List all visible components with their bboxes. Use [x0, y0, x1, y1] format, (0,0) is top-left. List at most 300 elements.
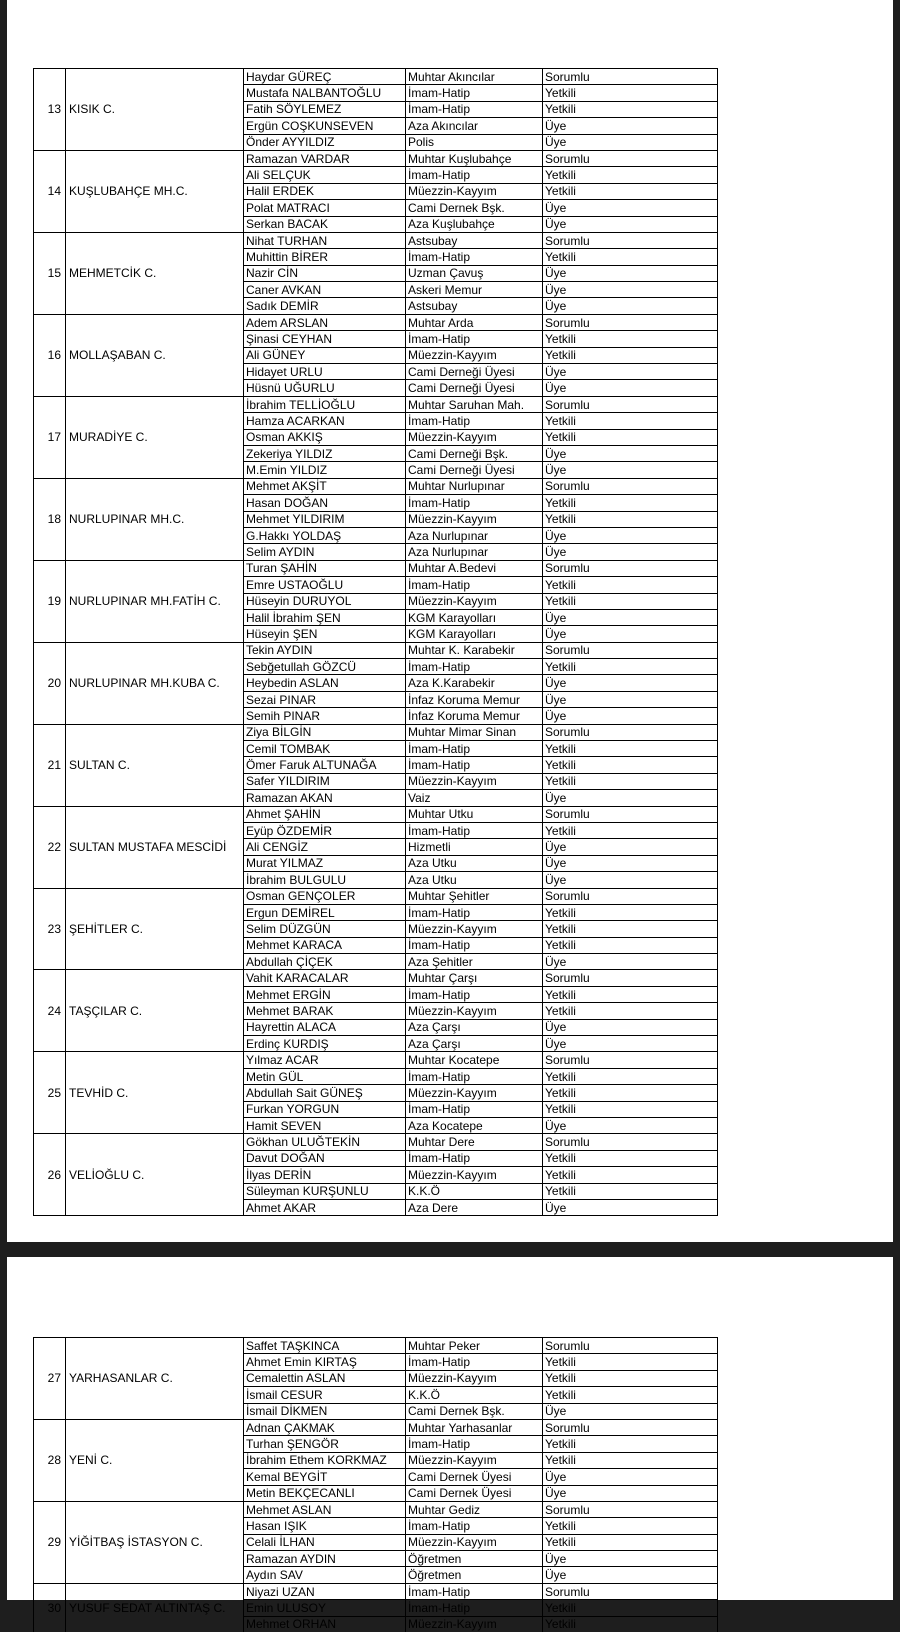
member-role: Yetkili [543, 495, 718, 511]
member-row [34, 478, 718, 494]
mosque-name-cell [66, 642, 244, 658]
member-role: Üye [543, 364, 718, 380]
member-row [34, 544, 718, 560]
member-role: Üye [543, 954, 718, 970]
mosque-name-cell [66, 954, 244, 970]
mosque-name-cell: KISIK C. [66, 101, 244, 117]
member-role: Sorumlu [543, 888, 718, 904]
member-role: Yetkili [543, 413, 718, 429]
member-row [34, 249, 718, 265]
member-role: Sorumlu [543, 1501, 718, 1517]
member-title: K.K.Ö [406, 1387, 543, 1403]
mosque-name-cell [66, 904, 244, 920]
member-row [34, 1583, 718, 1599]
member-role: Sorumlu [543, 1052, 718, 1068]
member-row [34, 429, 718, 445]
group-number-cell [34, 1583, 66, 1599]
group-number-cell [34, 85, 66, 101]
member-name: Niyazi UZAN [244, 1583, 406, 1599]
group-number-cell [34, 855, 66, 871]
member-title: Müezzin-Kayyım [406, 1370, 543, 1386]
mosque-name-cell [66, 462, 244, 478]
member-row [34, 298, 718, 314]
group-number-cell [34, 1403, 66, 1419]
member-role: Sorumlu [543, 69, 718, 85]
member-row [34, 1183, 718, 1199]
mosque-name-cell [66, 1183, 244, 1199]
member-role: Yetkili [543, 986, 718, 1002]
member-row [34, 167, 718, 183]
member-name: Abdullah Sait GÜNEŞ [244, 1085, 406, 1101]
member-role: Üye [543, 1469, 718, 1485]
member-row [34, 200, 718, 216]
member-row [34, 1436, 718, 1452]
group-number-cell: 23 [34, 921, 66, 937]
member-title: İmam-Hatip [406, 495, 543, 511]
member-name: Sebğetullah GÖZCÜ [244, 659, 406, 675]
member-name: İsmail CESUR [244, 1387, 406, 1403]
group-number-cell [34, 1387, 66, 1403]
member-title: Aza Şehitler [406, 954, 543, 970]
member-role: Üye [543, 708, 718, 724]
member-title: İmam-Hatip [406, 1600, 543, 1616]
mosque-name-cell: SULTAN MUSTAFA MESCİDİ [66, 839, 244, 855]
member-title: İmam-Hatip [406, 1101, 543, 1117]
group-number-cell [34, 134, 66, 150]
member-name: Selim AYDIN [244, 544, 406, 560]
member-name: İbrahim TELLİOĞLU [244, 396, 406, 412]
member-row [34, 1501, 718, 1517]
mosque-name-cell: YUSUF SEDAT ALTINTAŞ C. [66, 1600, 244, 1616]
group-number-cell: 24 [34, 1003, 66, 1019]
group-number-cell: 21 [34, 757, 66, 773]
member-name: Hamza ACARKAN [244, 413, 406, 429]
member-row [34, 101, 718, 117]
member-name: Heybedin ASLAN [244, 675, 406, 691]
member-name: Haydar GÜREÇ [244, 69, 406, 85]
member-row [34, 85, 718, 101]
mosque-name-cell: YARHASANLAR C. [66, 1370, 244, 1386]
member-role: Yetkili [543, 741, 718, 757]
member-name: Mehmet ERGİN [244, 986, 406, 1002]
mosque-name-cell [66, 1068, 244, 1084]
member-title: İmam-Hatip [406, 577, 543, 593]
mosque-name-cell [66, 1354, 244, 1370]
group-number-cell [34, 462, 66, 478]
mosque-name-cell [66, 1199, 244, 1215]
member-role: Sorumlu [543, 478, 718, 494]
member-row [34, 232, 718, 248]
group-number-cell [34, 1052, 66, 1068]
member-title: Aza Akıncılar [406, 118, 543, 134]
member-role: Yetkili [543, 904, 718, 920]
member-role: Yetkili [543, 1068, 718, 1084]
mosque-name-cell: TEVHİD C. [66, 1085, 244, 1101]
member-row [34, 265, 718, 281]
group-number-cell: 19 [34, 593, 66, 609]
member-name: Sadık DEMİR [244, 298, 406, 314]
member-name: Mehmet AKŞİT [244, 478, 406, 494]
member-role: Yetkili [543, 1600, 718, 1616]
member-title: Muhtar Saruhan Mah. [406, 396, 543, 412]
member-name: Muhittin BİRER [244, 249, 406, 265]
mosque-name-cell [66, 216, 244, 232]
member-name: Kemal BEYGİT [244, 1469, 406, 1485]
member-name: Emre USTAOĞLU [244, 577, 406, 593]
member-row [34, 1199, 718, 1215]
member-name: Osman GENÇOLER [244, 888, 406, 904]
mosque-name-cell [66, 118, 244, 134]
member-role: Yetkili [543, 101, 718, 117]
member-title: Aza K.Karabekir [406, 675, 543, 691]
member-role: Üye [543, 1485, 718, 1501]
member-role: Yetkili [543, 1085, 718, 1101]
member-row [34, 1534, 718, 1550]
member-name: Mehmet YILDIRIM [244, 511, 406, 527]
member-role: Yetkili [543, 1370, 718, 1386]
member-name: Ömer Faruk ALTUNAĞA [244, 757, 406, 773]
member-row [34, 282, 718, 298]
member-role: Yetkili [543, 1616, 718, 1632]
member-name: Davut DOĞAN [244, 1150, 406, 1166]
mosque-name-cell [66, 282, 244, 298]
mosque-name-cell [66, 150, 244, 166]
member-title: Müezzin-Kayyım [406, 1003, 543, 1019]
member-row [34, 183, 718, 199]
member-title: Aza Utku [406, 855, 543, 871]
group-number-cell [34, 741, 66, 757]
member-row [34, 69, 718, 85]
member-title: Polis [406, 134, 543, 150]
mosque-name-cell [66, 1101, 244, 1117]
member-row [34, 560, 718, 576]
group-number-cell [34, 1101, 66, 1117]
member-row [34, 134, 718, 150]
group-number-cell: 30 [34, 1600, 66, 1616]
member-title: Muhtar Arda [406, 314, 543, 330]
member-role: Yetkili [543, 249, 718, 265]
member-role: Yetkili [543, 1101, 718, 1117]
group-number-cell [34, 314, 66, 330]
member-name: Metin GÜL [244, 1068, 406, 1084]
member-title: K.K.Ö [406, 1183, 543, 1199]
member-name: Halil İbrahim ŞEN [244, 609, 406, 625]
group-number-cell [34, 527, 66, 543]
mosque-name-cell [66, 790, 244, 806]
group-number-cell [34, 1036, 66, 1052]
member-name: Vahit KARACALAR [244, 970, 406, 986]
member-name: Ergün COŞKUNSEVEN [244, 118, 406, 134]
member-role: Üye [543, 380, 718, 396]
group-number-cell [34, 150, 66, 166]
mosque-name-cell [66, 544, 244, 560]
member-name: Mehmet ASLAN [244, 1501, 406, 1517]
mosque-name-cell [66, 396, 244, 412]
member-name: Hüsnü UĞURLU [244, 380, 406, 396]
member-name: Mustafa NALBANTOĞLU [244, 85, 406, 101]
member-name: Abdullah ÇİÇEK [244, 954, 406, 970]
group-number-cell [34, 986, 66, 1002]
member-title: Öğretmen [406, 1567, 543, 1583]
member-title: Cami Derneği Üyesi [406, 364, 543, 380]
mosque-name-cell [66, 331, 244, 347]
mosque-name-cell [66, 1583, 244, 1599]
member-title: Müezzin-Kayyım [406, 1085, 543, 1101]
member-role: Üye [543, 527, 718, 543]
member-name: Ahmet AKAR [244, 1199, 406, 1215]
member-row [34, 216, 718, 232]
member-name: Hasan IŞIK [244, 1518, 406, 1534]
mosque-name-cell [66, 560, 244, 576]
member-role: Üye [543, 134, 718, 150]
group-number-cell: 17 [34, 429, 66, 445]
mosque-name-cell [66, 970, 244, 986]
member-title: Cami Dernek Üyesi [406, 1469, 543, 1485]
member-title: Aza Nurlupınar [406, 544, 543, 560]
member-title: Müezzin-Kayyım [406, 183, 543, 199]
member-row [34, 314, 718, 330]
group-number-cell [34, 937, 66, 953]
group-number-cell [34, 888, 66, 904]
mosque-name-cell [66, 134, 244, 150]
member-name: Polat MATRACI [244, 200, 406, 216]
member-role: Sorumlu [543, 314, 718, 330]
member-row [34, 724, 718, 740]
member-role: Üye [543, 200, 718, 216]
member-role: Yetkili [543, 1167, 718, 1183]
member-role: Sorumlu [543, 1419, 718, 1435]
member-title: Aza Kuşlubahçe [406, 216, 543, 232]
member-row [34, 609, 718, 625]
mosque-name-cell [66, 1134, 244, 1150]
member-row [34, 577, 718, 593]
group-number-cell [34, 1134, 66, 1150]
member-row [34, 1101, 718, 1117]
member-title: Cami Derneği Üyesi [406, 462, 543, 478]
member-role: Yetkili [543, 659, 718, 675]
member-name: Ramazan AKAN [244, 790, 406, 806]
group-number-cell [34, 1150, 66, 1166]
member-role: Üye [543, 675, 718, 691]
member-title: Müezzin-Kayyım [406, 921, 543, 937]
group-number-cell [34, 1518, 66, 1534]
member-title: İmam-Hatip [406, 413, 543, 429]
member-role: Sorumlu [543, 396, 718, 412]
member-row [34, 413, 718, 429]
mosque-name-cell [66, 724, 244, 740]
member-role: Yetkili [543, 1003, 718, 1019]
member-name: G.Hakkı YOLDAŞ [244, 527, 406, 543]
group-number-cell [34, 331, 66, 347]
group-number-cell [34, 495, 66, 511]
mosque-name-cell [66, 85, 244, 101]
member-role: Yetkili [543, 347, 718, 363]
mosque-name-cell [66, 249, 244, 265]
group-number-cell [34, 659, 66, 675]
member-row [34, 331, 718, 347]
member-title: Muhtar A.Bedevi [406, 560, 543, 576]
member-row [34, 1518, 718, 1534]
group-number-cell: 22 [34, 839, 66, 855]
member-role: Yetkili [543, 937, 718, 953]
group-number-cell: 28 [34, 1452, 66, 1468]
mosque-name-cell [66, 1019, 244, 1035]
member-name: Mehmet KARACA [244, 937, 406, 953]
member-title: Muhtar Akıncılar [406, 69, 543, 85]
group-number-cell [34, 790, 66, 806]
member-title: KGM Karayolları [406, 626, 543, 642]
member-role: Yetkili [543, 1452, 718, 1468]
member-row [34, 888, 718, 904]
mosque-name-cell [66, 937, 244, 953]
mosque-name-cell [66, 478, 244, 494]
member-name: Safer YILDIRIM [244, 773, 406, 789]
group-number-cell [34, 1567, 66, 1583]
mosque-name-cell [66, 1118, 244, 1134]
group-number-cell [34, 364, 66, 380]
member-row [34, 691, 718, 707]
member-title: Aza Çarşı [406, 1036, 543, 1052]
committee-table-page-1 [33, 68, 718, 1216]
group-number-cell [34, 1199, 66, 1215]
group-number-cell: 16 [34, 347, 66, 363]
mosque-name-cell [66, 1518, 244, 1534]
member-title: Muhtar Gediz [406, 1501, 543, 1517]
mosque-name-cell: MURADİYE C. [66, 429, 244, 445]
member-role: Üye [543, 609, 718, 625]
member-name: M.Emin YILDIZ [244, 462, 406, 478]
member-name: Halil ERDEK [244, 183, 406, 199]
member-name: Adnan ÇAKMAK [244, 1419, 406, 1435]
group-number-cell [34, 626, 66, 642]
group-number-cell [34, 642, 66, 658]
member-row [34, 954, 718, 970]
member-title: Müezzin-Kayyım [406, 1452, 543, 1468]
member-title: Muhtar K. Karabekir [406, 642, 543, 658]
mosque-name-cell [66, 380, 244, 396]
member-row [34, 1387, 718, 1403]
member-role: Yetkili [543, 183, 718, 199]
member-title: İmam-Hatip [406, 1518, 543, 1534]
member-title: Cami Dernek Bşk. [406, 1403, 543, 1419]
member-name: Fatih SÖYLEMEZ [244, 101, 406, 117]
member-row [34, 904, 718, 920]
group-number-cell [34, 1551, 66, 1567]
member-row [34, 790, 718, 806]
member-title: Cami Dernek Bşk. [406, 200, 543, 216]
member-title: Muhtar Çarşı [406, 970, 543, 986]
member-row [34, 1052, 718, 1068]
member-name: Ramazan AYDIN [244, 1551, 406, 1567]
group-number-cell [34, 478, 66, 494]
member-name: Cemil TOMBAK [244, 741, 406, 757]
member-title: Uzman Çavuş [406, 265, 543, 281]
member-role: Yetkili [543, 757, 718, 773]
mosque-name-cell: MOLLAŞABAN C. [66, 347, 244, 363]
member-row [34, 347, 718, 363]
member-role: Sorumlu [543, 1338, 718, 1354]
member-name: Aydın SAV [244, 1567, 406, 1583]
member-row [34, 773, 718, 789]
member-name: İsmail DİKMEN [244, 1403, 406, 1419]
member-row [34, 462, 718, 478]
mosque-name-cell [66, 1616, 244, 1632]
member-title: İmam-Hatip [406, 1583, 543, 1599]
member-title: Muhtar Şehitler [406, 888, 543, 904]
member-role: Sorumlu [543, 232, 718, 248]
mosque-name-cell [66, 1567, 244, 1583]
member-row [34, 364, 718, 380]
member-role: Üye [543, 1118, 718, 1134]
group-number-cell [34, 1338, 66, 1354]
member-name: Turan ŞAHİN [244, 560, 406, 576]
mosque-name-cell [66, 855, 244, 871]
member-role: Üye [543, 790, 718, 806]
member-name: Mehmet BARAK [244, 1003, 406, 1019]
member-row [34, 822, 718, 838]
mosque-name-cell [66, 691, 244, 707]
group-number-cell: 20 [34, 675, 66, 691]
member-title: İmam-Hatip [406, 101, 543, 117]
member-title: Cami Derneği Bşk. [406, 445, 543, 461]
member-name: Süleyman KURŞUNLU [244, 1183, 406, 1199]
member-role: Yetkili [543, 1354, 718, 1370]
member-title: Cami Derneği Üyesi [406, 380, 543, 396]
member-row [34, 1118, 718, 1134]
group-number-cell [34, 298, 66, 314]
member-role: Yetkili [543, 1150, 718, 1166]
member-role: Sorumlu [543, 150, 718, 166]
group-number-cell [34, 1019, 66, 1035]
member-name: Hasan DOĞAN [244, 495, 406, 511]
member-title: İnfaz Koruma Memur [406, 691, 543, 707]
member-title: Muhtar Peker [406, 1338, 543, 1354]
member-title: Aza Utku [406, 872, 543, 888]
document-page-2 [7, 1257, 893, 1632]
member-name: İbrahim Ethem KORKMAZ [244, 1452, 406, 1468]
mosque-name-cell [66, 1501, 244, 1517]
member-name: Hüseyin ŞEN [244, 626, 406, 642]
member-role: Sorumlu [543, 642, 718, 658]
group-number-cell: 29 [34, 1534, 66, 1550]
member-role: Üye [543, 839, 718, 855]
member-title: Öğretmen [406, 1551, 543, 1567]
member-role: Üye [543, 445, 718, 461]
member-row [34, 626, 718, 642]
member-name: Nihat TURHAN [244, 232, 406, 248]
member-row [34, 741, 718, 757]
member-title: Muhtar Dere [406, 1134, 543, 1150]
member-title: Muhtar Yarhasanlar [406, 1419, 543, 1435]
member-role: Yetkili [543, 822, 718, 838]
member-role: Yetkili [543, 1387, 718, 1403]
member-row [34, 1600, 718, 1616]
mosque-name-cell [66, 167, 244, 183]
mosque-name-cell: NURLUPINAR MH.KUBA C. [66, 675, 244, 691]
member-row [34, 1419, 718, 1435]
member-row [34, 1354, 718, 1370]
group-number-cell [34, 822, 66, 838]
member-title: İmam-Hatip [406, 1068, 543, 1084]
mosque-name-cell: NURLUPINAR MH.FATİH C. [66, 593, 244, 609]
member-role: Üye [543, 691, 718, 707]
member-name: Turhan ŞENGÖR [244, 1436, 406, 1452]
member-row [34, 872, 718, 888]
group-number-cell [34, 544, 66, 560]
member-row [34, 675, 718, 691]
member-name: Şinasi CEYHAN [244, 331, 406, 347]
group-number-cell [34, 232, 66, 248]
